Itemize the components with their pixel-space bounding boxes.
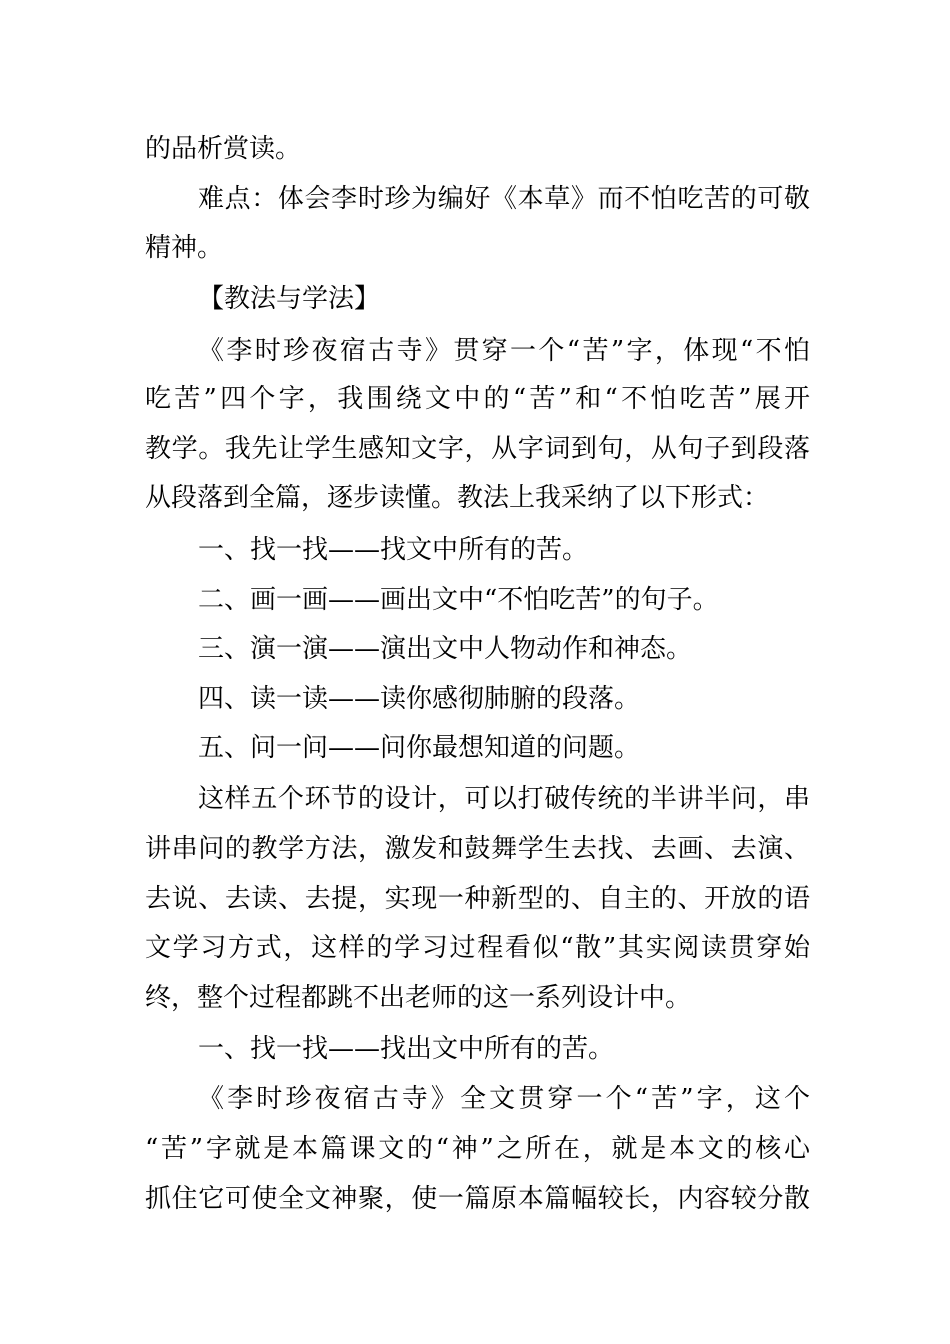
text-line: 难点：体会李时珍为编好《本草》而不怕吃苦的可敬 [198, 184, 810, 214]
text-line: 讲串问的教学方法，激发和鼓舞学生去找、去画、去演、 [145, 834, 810, 864]
text-line: 《李时珍夜宿古寺》贯穿一个“苦”字，体现“不怕 [198, 336, 810, 366]
text-line: 文学习方式，这样的学习过程看似“散”其实阅读贯穿始 [145, 933, 810, 963]
list-item: 二、画一画——画出文中“不怕吃苦”的句子。 [198, 585, 719, 615]
text-line: 这样五个环节的设计，可以打破传统的半讲半问，串 [198, 784, 810, 814]
text-line: 去说、去读、去提，实现一种新型的、自主的、开放的语 [145, 884, 810, 914]
section-heading: 【教法与学法】 [198, 284, 381, 314]
list-item: 五、问一问——问你最想知道的问题。 [198, 733, 641, 763]
text-line: 从段落到全篇，逐步读懂。教法上我采纳了以下形式： [145, 483, 770, 513]
text-line: 《李时珍夜宿古寺》全文贯穿一个“苦”字，这个 [198, 1084, 810, 1114]
text-line: 抓住它可使全文神聚，使一篇原本篇幅较长，内容较分散 [145, 1184, 810, 1214]
list-item: 三、演一演——演出文中人物动作和神态。 [198, 634, 693, 664]
text-line: 吃苦”四个字，我围绕文中的“苦”和“不怕吃苦”展开 [145, 384, 810, 414]
list-item: 一、找一找——找出文中所有的苦。 [198, 1034, 615, 1064]
list-item: 一、找一找——找文中所有的苦。 [198, 535, 589, 565]
text-line: 教学。我先让学生感知文字，从字词到句，从句子到段落 [145, 434, 810, 464]
text-line: 终，整个过程都跳不出老师的这一系列设计中。 [145, 983, 692, 1013]
text-line: “苦”字就是本篇课文的“神”之所在，就是本文的核心 [145, 1134, 810, 1164]
text-line: 的品析赏读。 [145, 134, 302, 164]
list-item: 四、读一读——读你感彻肺腑的段落。 [198, 684, 641, 714]
text-line: 精神。 [145, 233, 224, 263]
